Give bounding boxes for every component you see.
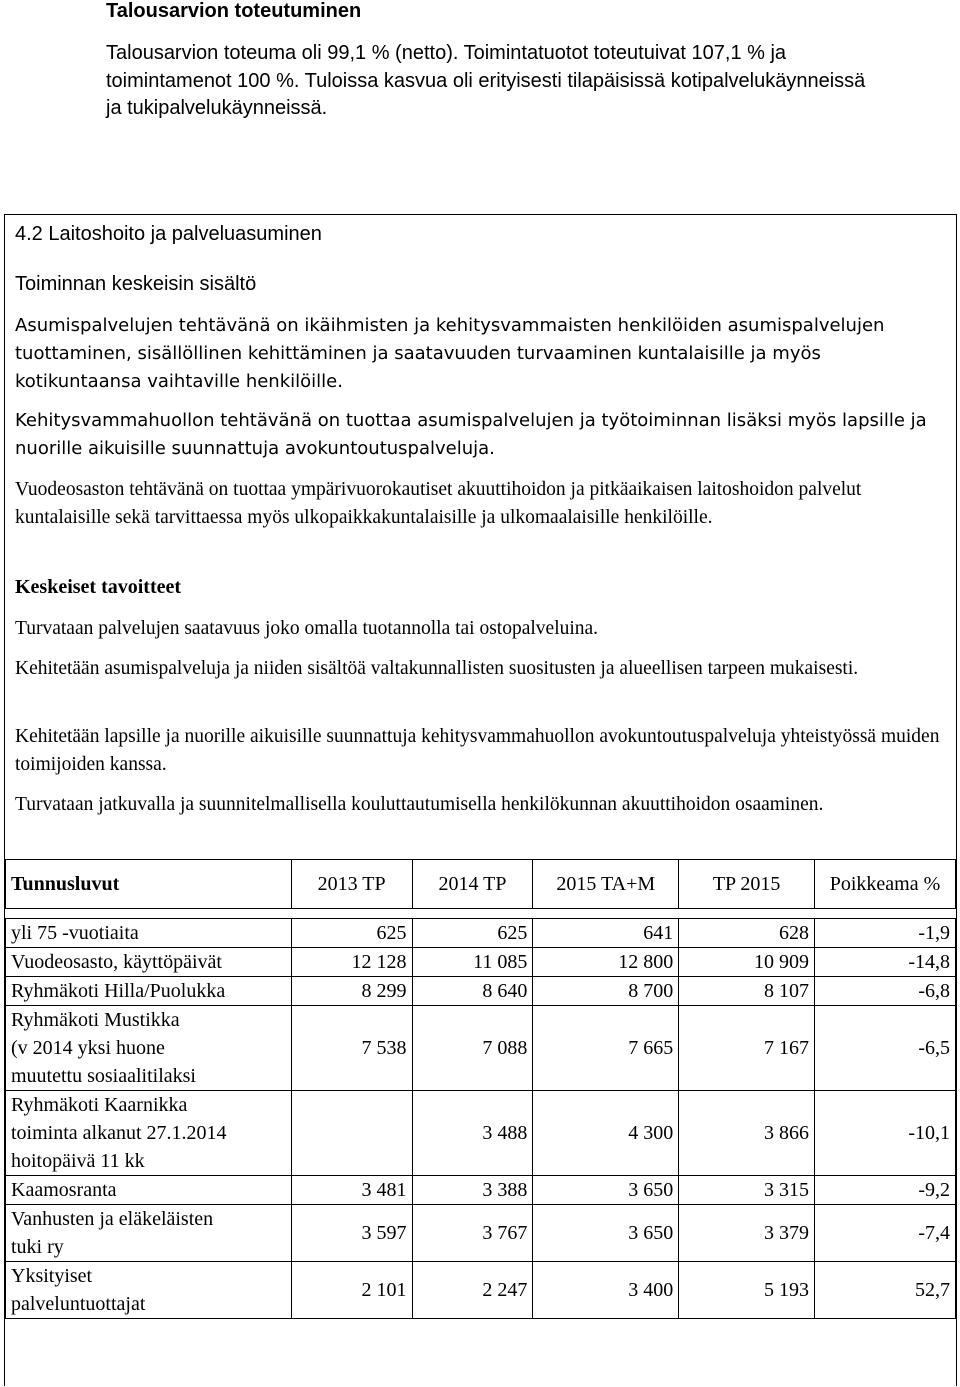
goal-2: Kehitetään asumispalveluja ja niiden sisältöä valtakunnallisten suositusten ja alueellisen tarpeen mukaisesti. — [15, 658, 859, 679]
cell-value-2015-tp: 7 167 — [679, 1006, 815, 1091]
cell-value-2014: 11 085 — [412, 948, 533, 977]
cell-value-2015-ta: 12 800 — [533, 948, 679, 977]
cell-label: Yksityiset palveluntuottajat — [6, 1262, 292, 1319]
cell-value-2015-tp: 8 107 — [679, 977, 815, 1006]
cell-value-2013 — [291, 1091, 412, 1176]
goal-3: Kehitetään lapsille ja nuorille aikuisille suunnattuja kehitysvammahuollon avokuntoutuspalveluja yhteistyössä muiden toimijoiden kanssa. — [15, 726, 940, 775]
cell-value-diff: -6,5 — [815, 1006, 956, 1091]
cell-value-2013: 8 299 — [291, 977, 412, 1006]
table-row — [6, 1262, 956, 1319]
cell-value-2014: 8 640 — [412, 977, 533, 1006]
cell-value-2013: 625 — [291, 919, 412, 948]
table-row — [6, 919, 956, 948]
cell-value-2013: 3 597 — [291, 1205, 412, 1262]
cell-value-2013: 12 128 — [291, 948, 412, 977]
table-row — [6, 977, 956, 1006]
cell-label: Vuodeosasto, käyttöpäivät — [6, 948, 292, 977]
table-header-row — [6, 860, 956, 909]
section-box — [4, 214, 957, 1386]
goals-heading: Keskeiset tavoitteet — [15, 576, 182, 598]
table-gap-row — [6, 909, 956, 919]
header-tunnusluvut: Tunnusluvut — [6, 860, 292, 909]
cell-value-2014: 3 488 — [412, 1091, 533, 1176]
table-row — [6, 1006, 956, 1091]
cell-value-2015-tp: 5 193 — [679, 1262, 815, 1319]
table-row — [6, 1091, 956, 1176]
header-2015-ta: 2015 TA+M — [533, 860, 679, 909]
key-figures-table — [5, 859, 956, 1319]
content-heading: Toiminnan keskeisin sisältö — [15, 273, 257, 295]
cell-value-diff: -7,4 — [815, 1205, 956, 1262]
cell-value-diff: -1,9 — [815, 919, 956, 948]
cell-value-2013: 7 538 — [291, 1006, 412, 1091]
cell-value-2015-tp: 3 866 — [679, 1091, 815, 1176]
cell-value-2013: 2 101 — [291, 1262, 412, 1319]
intro-paragraph: Talousarvion toteuma oli 99,1 % (netto). Toimintatuotot toteutuivat 107,1 % ja toimintamenot 100 %. Tuloissa kasvua oli erityisesti tilapäisissä kotipalvelukäynneissä ja tukipalvelukäynneissä. — [106, 42, 866, 119]
cell-value-diff: -6,8 — [815, 977, 956, 1006]
cell-label: Ryhmäkoti Mustikka (v 2014 yksi huone muutettu sosiaalitilaksi — [6, 1006, 292, 1091]
cell-value-2015-ta: 641 — [533, 919, 679, 948]
header-2013-tp: 2013 TP — [291, 860, 412, 909]
cell-value-diff: -10,1 — [815, 1091, 956, 1176]
content-paragraph-3: Vuodeosaston tehtävänä on tuottaa ympärivuorokautiset akuuttihoidon ja pitkäaikaisen laitoshoidon palvelut kuntalaisille sekä tarvittaessa myös ulkopaikkakuntalaisille ja ulkomaalaisille henkilöille. — [15, 479, 862, 528]
table-body — [6, 919, 956, 1319]
cell-value-2014: 2 247 — [412, 1262, 533, 1319]
cell-value-diff: -14,8 — [815, 948, 956, 977]
table-row — [6, 948, 956, 977]
header-tp-2015: TP 2015 — [679, 860, 815, 909]
cell-label: Vanhusten ja eläkeläisten tuki ry — [6, 1205, 292, 1262]
cell-value-2015-tp: 628 — [679, 919, 815, 948]
cell-value-2014: 3 767 — [412, 1205, 533, 1262]
cell-value-2014: 7 088 — [412, 1006, 533, 1091]
cell-value-2015-ta: 3 650 — [533, 1205, 679, 1262]
cell-value-2015-ta: 3 650 — [533, 1176, 679, 1205]
goal-1: Turvataan palvelujen saatavuus joko omalla tuotannolla tai ostopalveluina. — [15, 618, 599, 639]
cell-value-2013: 3 481 — [291, 1176, 412, 1205]
cell-value-2014: 625 — [412, 919, 533, 948]
table-row — [6, 1176, 956, 1205]
cell-label: Ryhmäkoti Hilla/Puolukka — [6, 977, 292, 1006]
cell-value-2015-ta: 3 400 — [533, 1262, 679, 1319]
intro-heading: Talousarvion toteutuminen — [106, 0, 362, 22]
section-title: 4.2 Laitoshoito ja palveluasuminen — [15, 223, 322, 245]
header-poikkeama: Poikkeama % — [815, 860, 956, 909]
cell-label: Ryhmäkoti Kaarnikka toiminta alkanut 27.1.2014 hoitopäivä 11 kk — [6, 1091, 292, 1176]
cell-value-2015-ta: 4 300 — [533, 1091, 679, 1176]
content-paragraph-2: Kehitysvammahuollon tehtävänä on tuottaa asumispalvelujen ja työtoiminnan lisäksi myös lapsille ja nuorille aikuisille suunnattuja avokuntoutuspalveluja. — [15, 410, 927, 459]
cell-label: Kaamosranta — [6, 1176, 292, 1205]
cell-value-2015-ta: 7 665 — [533, 1006, 679, 1091]
table-row — [6, 1205, 956, 1262]
cell-label: yli 75 -vuotiaita — [6, 919, 292, 948]
content-paragraph-1: Asumispalvelujen tehtävänä on ikäihmisten ja kehitysvammaisten henkilöiden asumispalvelujen tuottaminen, sisällöllinen kehittäminen ja saatavuuden turvaaminen kuntalaisille ja myös kotikuntaansa vaihtaville henkilöille. — [15, 315, 885, 392]
cell-value-diff: -9,2 — [815, 1176, 956, 1205]
cell-value-2014: 3 388 — [412, 1176, 533, 1205]
goal-4: Turvataan jatkuvalla ja suunnitelmallisella kouluttautumisella henkilökunnan akuuttihoidon osaaminen. — [15, 794, 824, 815]
cell-value-diff: 52,7 — [815, 1262, 956, 1319]
cell-value-2015-tp: 3 379 — [679, 1205, 815, 1262]
cell-value-2015-tp: 10 909 — [679, 948, 815, 977]
cell-value-2015-ta: 8 700 — [533, 977, 679, 1006]
header-2014-tp: 2014 TP — [412, 860, 533, 909]
cell-value-2015-tp: 3 315 — [679, 1176, 815, 1205]
